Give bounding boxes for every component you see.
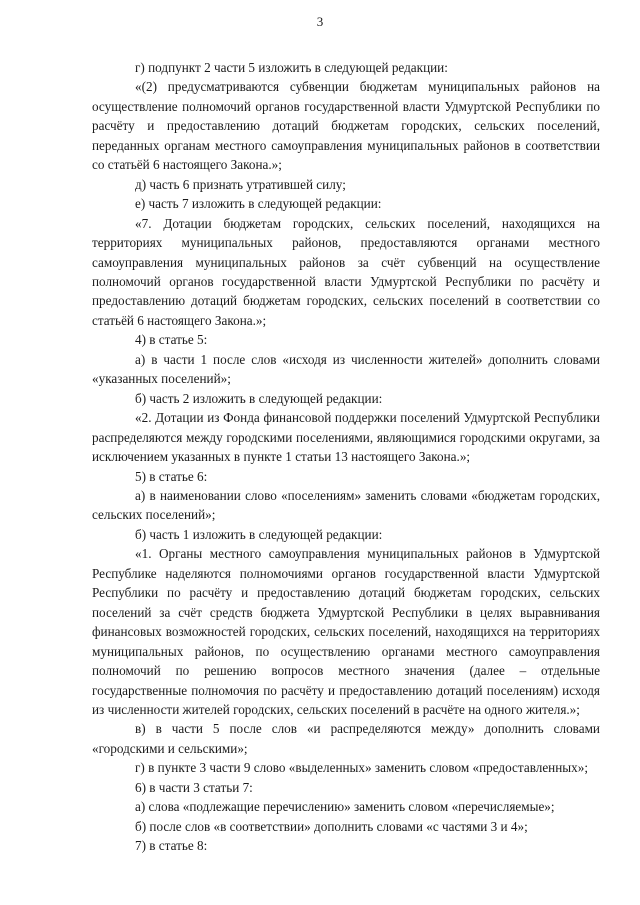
paragraph: г) в пункте 3 части 9 слово «выделенных» заменить словом «предоставленных»; [135, 760, 589, 776]
paragraph: «1. Органы местного самоуправления муниципальных районов в Удмуртской Республике наделяются полномочиями органов государственной власти Удмуртской Республики по расчёту и предоставлению дотаций бюджетам городских, сельских поселений за счёт средств бюджета Удмуртской Республики в целях выравнивания финансовых возможностей городских, сельских поселений, находящихся на территориях муниципальных районов, по осуществлению органами местного самоуправления полномочий по решению вопросов местного значения (далее – отдельные государственные полномочия по расчёту и предоставлению дотаций поселениям) исходя из численности жителей городских, сельских поселений в расчёте на одного жителя.»; [92, 546, 600, 717]
paragraph: б) после слов «в соответствии» дополнить словами «с частями 3 и 4»; [135, 818, 528, 834]
paragraph: 6) в части 3 статьи 7: [135, 779, 253, 795]
paragraph: д) часть 6 признать утратившей силу; [135, 176, 346, 192]
paragraph: а) в наименовании слово «поселениям» заменить словами «бюджетам городских, сельских поселений»; [92, 487, 600, 523]
paragraph: 7) в статье 8: [135, 838, 208, 854]
page-number: 3 [316, 14, 324, 29]
paragraph: 5) в статье 6: [135, 468, 208, 484]
paragraph: а) в части 1 после слов «исходя из численности жителей» дополнить словами «указанных поселений»; [92, 351, 600, 387]
paragraph: а) слова «подлежащие перечислению» заменить словом «перечисляемые»; [135, 799, 555, 815]
paragraph: б) часть 1 изложить в следующей редакции: [135, 526, 383, 542]
document-body [92, 58, 600, 856]
paragraph: в) в части 5 после слов «и распределяются между» дополнить словами «городскими и сельскими»; [92, 721, 600, 756]
paragraph: «(2) предусматриваются субвенции бюджетам муниципальных районов на осуществление полномочий органов государственной власти Удмуртской Республики по расчёту и предоставлению дотаций бюджетам городских, сельских поселений, переданных органам местного самоуправления муниципальных районов в соответствии со статьёй 6 настоящего Закона.»; [92, 79, 600, 173]
paragraph: «2. Дотации из Фонда финансовой поддержки поселений Удмуртской Республики распределяются между городскими поселениями, являющимися городскими округами, за исключением указанных в пункте 1 статьи 13 настоящего Закона.»; [92, 410, 600, 465]
paragraph: б) часть 2 изложить в следующей редакции: [135, 390, 383, 406]
paragraph: г) подпункт 2 части 5 изложить в следующей редакции: [135, 60, 448, 75]
paragraph: 4) в статье 5: [135, 332, 208, 348]
paragraph: е) часть 7 изложить в следующей редакции: [135, 196, 382, 212]
paragraph: «7. Дотации бюджетам городских, сельских поселений, находящихся на территориях муниципальных районов, предоставляются органами местного самоуправления муниципальных районов за счёт субвенций на осуществление полномочий органов государственной власти Удмуртской Республики по расчёту и предоставлению дотаций бюджетам городских, сельских поселений в соответствии со статьёй 6 настоящего Закона.»; [92, 215, 600, 328]
